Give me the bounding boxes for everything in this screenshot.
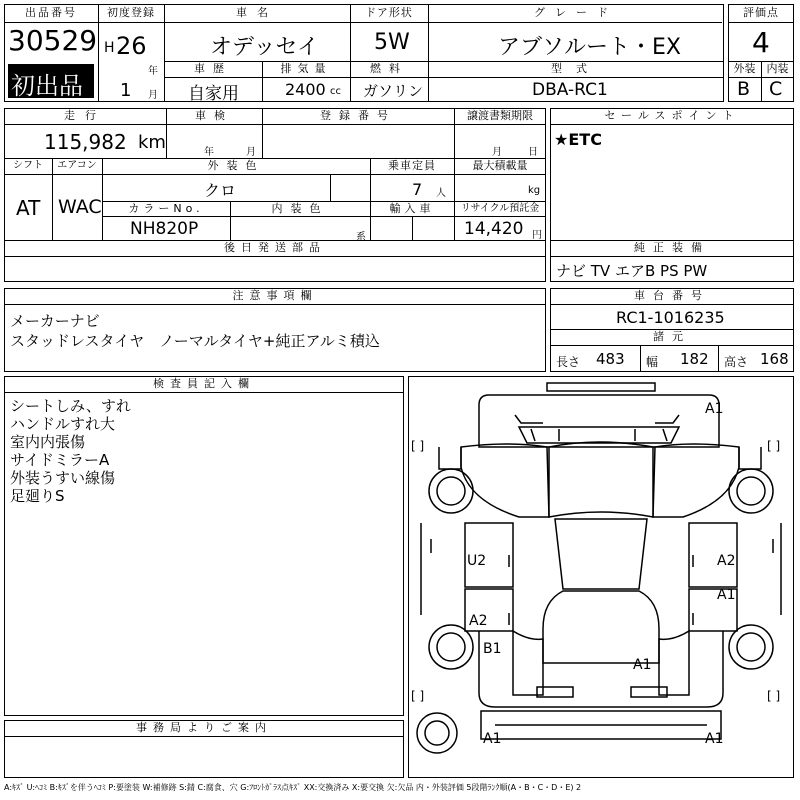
displacement-label: 排気量 [280,62,332,75]
import-label: 輸入車 [389,202,435,215]
damage-mark: U2 [467,553,487,569]
length: 483 [596,350,625,368]
ext-color-label: 外装色 [207,159,265,172]
height: 168 [760,350,789,368]
genuine-equipment: ナビ TV エアB PS PW [556,262,708,280]
first-reg-label: 初度登録 [107,6,155,19]
chassis-label: 車台番号 [634,289,710,302]
damage-mark: A1 [717,587,736,603]
notes-line-2: スタッドレスタイヤ ノーマルタイヤ+純正アルミ積込 [10,332,380,350]
capacity-unit: 人 [436,188,446,199]
recycle-label: リサイクル預託金 [460,203,540,214]
genuine-equipment-label: 純正装備 [634,241,710,254]
displacement-unit: cc [330,86,341,97]
damage-mark: A1 [633,657,652,673]
office-label: 事務局よりご案内 [136,721,272,734]
insp-month-unit: 月 [246,147,256,158]
fuel-label: 燃料 [370,62,408,75]
capacity-label: 乗車定員 [388,159,436,172]
transfer-month: 月 [492,147,502,158]
bracket-right-top: [ ] [767,439,781,453]
shift-label: シフト [13,160,43,171]
model: DBA-RC1 [532,80,608,100]
width-label: 幅 [646,355,659,369]
lot-number: 30529 [8,24,98,57]
inspector-line-5: 外装うすい線傷 [10,469,116,487]
fuel: ガソリン [363,82,424,100]
transfer-day: 日 [528,147,538,158]
damage-mark: A1 [483,731,502,747]
car-name-label: 車名 [236,6,278,19]
inspector-line-3: 室内内張傷 [10,433,86,451]
inspector-label: 検査員記入欄 [153,377,255,390]
bracket-left-bottom: [ ] [411,689,425,703]
displacement: 2400 [285,80,326,99]
score: 4 [752,26,770,59]
car-outline-drawing [409,377,795,779]
grade: アブソルート・EX [498,35,681,60]
insp-year-unit: 年 [204,147,214,158]
later-parts-label: 後日発送部品 [224,241,326,254]
recycle-unit: 円 [532,230,542,241]
first-listing-text: 初出品 [11,72,83,100]
car-damage-diagram [408,376,794,778]
recycle-fee: 14,420 [464,219,524,239]
length-label: 長さ [556,355,581,369]
lot-number-label: 出品番号 [25,6,77,19]
notes-line-1: メーカーナビ [10,312,100,330]
reg-year: 26 [116,32,147,60]
width: 182 [680,350,709,368]
transfer-deadline-label: 譲渡書類期限 [467,109,533,122]
shift: AT [16,196,41,220]
inspection-label: 車検 [195,109,233,122]
damage-mark: A1 [705,401,724,417]
mileage-unit: km [138,132,166,153]
damage-mark: B1 [483,641,502,657]
mileage: 115,982 [44,130,127,154]
score-label: 評価点 [743,6,779,19]
grade-label: グレード [534,6,618,19]
exterior-grade: B [737,78,751,100]
height-label: 高さ [724,355,749,369]
interior-grade: C [769,78,783,100]
max-load-label: 最大積載量 [472,159,528,172]
door-type: 5W [374,30,410,55]
inspector-line-4: サイドミラーA [10,451,110,469]
color-no: NH820P [130,219,199,239]
color-no-label: カラーNo. [128,202,204,215]
history: 自家用 [188,84,239,104]
sales-points-label: セールスポイント [604,109,740,122]
era: H [104,40,115,56]
damage-mark: A2 [469,613,488,629]
mileage-label: 走行 [64,109,106,122]
bracket-left-top: [ ] [411,439,425,453]
max-load-unit: kg [528,185,541,196]
history-label: 車歴 [194,62,232,75]
reg-month: 1 [120,80,132,101]
legend: A:ｷｽﾞ U:ﾍｺﾐ B:ｷｽﾞを伴うﾍｺﾐ P:要塗装 W:補修跡 S:錆 C:腐食、穴 G:ﾌﾛﾝﾄｶﾞﾗｽ点ｷｽﾞ XX:交換済み X:要交換 欠:欠品 内・外装評価 5段階ﾗﾝｸ順(A・B・C・D・E) 2 [4,783,582,792]
ext-color: クロ [204,181,237,200]
reg-number-label: 登録番号 [320,109,396,122]
chassis-number: RC1-1016235 [616,308,725,327]
model-label: 型式 [551,62,601,75]
capacity: 7 [412,180,423,199]
sales-points: ★ETC [554,130,602,149]
int-color-suffix: 系 [356,232,366,243]
interior-label: 内装 [766,62,789,75]
exterior-label: 外装 [733,62,756,75]
inspector-line-1: シートしみ、すれ [10,397,131,415]
reg-month-unit: 月 [148,90,158,101]
door-label: ドア形状 [365,6,413,19]
dims-label: 諸元 [653,330,691,343]
notes-label: 注意事項欄 [232,289,318,302]
aircon-label: エアコン [57,160,97,171]
damage-mark: A1 [705,731,724,747]
inspector-line-6: 足廻りS [10,487,65,505]
damage-mark: A2 [717,553,736,569]
bracket-right-bottom: [ ] [767,689,781,703]
aircon: WAC [58,196,102,218]
inspector-line-2: ハンドルすれ大 [10,415,116,433]
reg-year-unit: 年 [148,66,158,77]
int-color-label: 内装色 [271,202,329,215]
car-name: オデッセイ [210,35,319,60]
